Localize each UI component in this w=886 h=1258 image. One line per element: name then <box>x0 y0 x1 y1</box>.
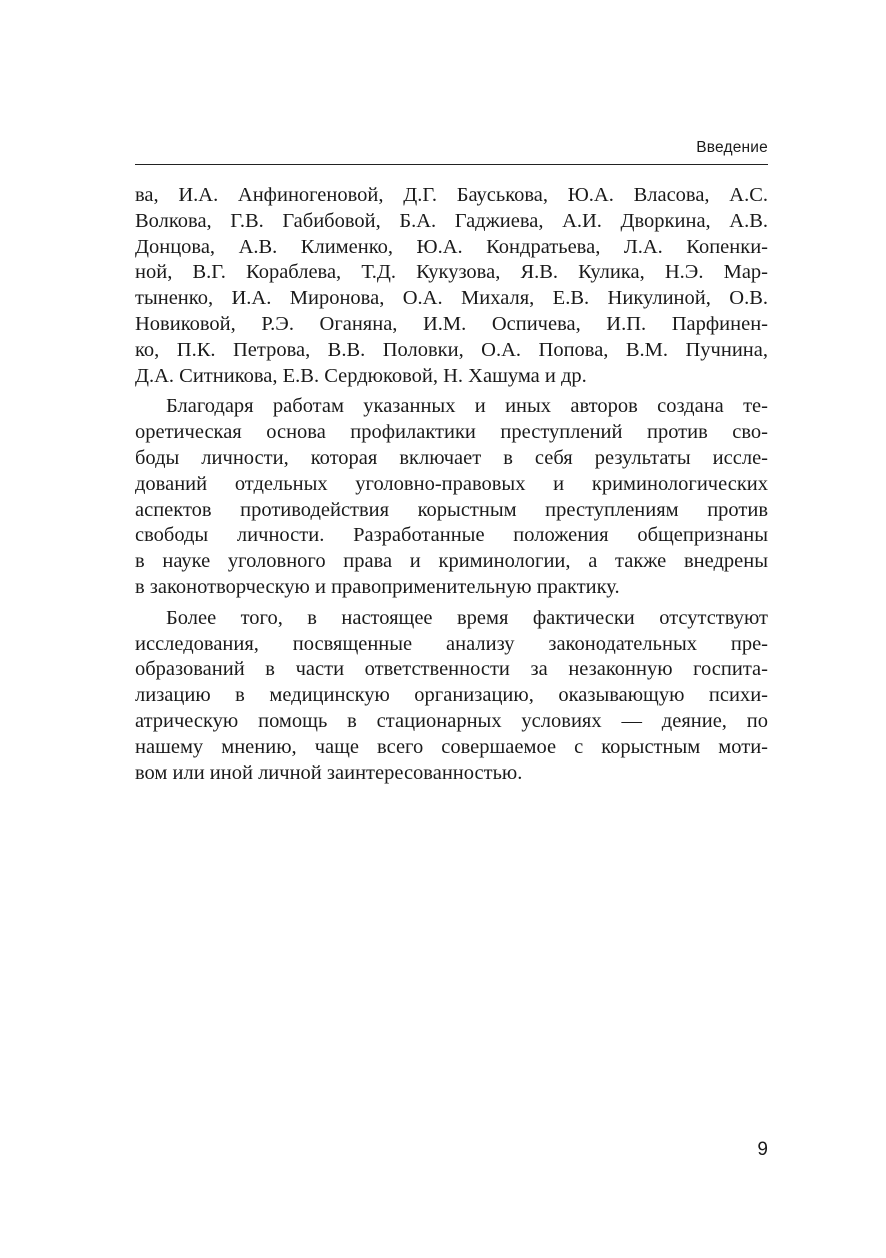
text-line: тыненко, И.А. Миронова, О.А. Михаля, Е.В. Никулиной, О.В. <box>135 287 768 310</box>
text-line: лизацию в медицинскую организацию, оказывающую психи- <box>135 684 768 707</box>
text-line: ко, П.К. Петрова, В.В. Половки, О.А. Попова, В.М. Пучнина, <box>135 338 768 361</box>
text-line: атрическую помощь в стационарных условиях — деяние, по <box>135 709 768 732</box>
text-line: боды личности, которая включает в себя результаты иссле- <box>135 446 768 469</box>
body-text <box>135 183 768 786</box>
header-rule <box>135 164 768 165</box>
text-line: свободы личности. Разработанные положения общепризнаны <box>135 524 768 547</box>
text-line: Новиковой, Р.Э. Оганяна, И.М. Оспичева, И.П. Парфинен- <box>135 312 768 335</box>
paragraph-theoretical-basis <box>135 394 768 600</box>
text-line: образований в части ответственности за незаконную госпита- <box>135 658 768 681</box>
text-line: исследования, посвященные анализу законодательных пре- <box>135 632 768 655</box>
text-line: Волкова, Г.В. Габибовой, Б.А. Гаджиева, А.И. Дворкина, А.В. <box>135 209 768 232</box>
text-line: Более того, в настоящее время фактически отсутствуют <box>166 606 768 629</box>
text-line: в законотворческую и правоприменительную практику. <box>135 575 620 598</box>
text-line: Д.А. Ситникова, Е.В. Сердюковой, Н. Хашума и др. <box>135 364 587 387</box>
paragraph-research-gap <box>135 606 768 787</box>
running-header-section-title: Введение <box>696 139 768 156</box>
text-line: в науке уголовного права и криминологии, а также внедрены <box>135 550 768 573</box>
text-line: вом или иной личной заинтересованностью. <box>135 761 523 784</box>
text-line: дований отдельных уголовно-правовых и криминологических <box>135 472 768 495</box>
text-line: ва, И.А. Анфиногеновой, Д.Г. Бауськова, Ю.А. Власова, А.С. <box>135 184 768 206</box>
text-line: Благодаря работам указанных и иных авторов создана те- <box>166 395 768 418</box>
paragraph-author-list <box>135 183 768 389</box>
text-line: ной, В.Г. Кораблева, Т.Д. Кукузова, Я.В. Кулика, Н.Э. Мар- <box>135 261 768 284</box>
text-line: оретическая основа профилактики преступлений против сво- <box>135 421 768 444</box>
text-line: нашему мнению, чаще всего совершаемое с корыстным моти- <box>135 735 768 758</box>
text-line: Донцова, А.В. Клименко, Ю.А. Кондратьева, Л.А. Копенки- <box>135 235 768 258</box>
page-number: 9 <box>757 1139 768 1160</box>
text-line: аспектов противодействия корыстным преступлениям против <box>135 498 768 521</box>
